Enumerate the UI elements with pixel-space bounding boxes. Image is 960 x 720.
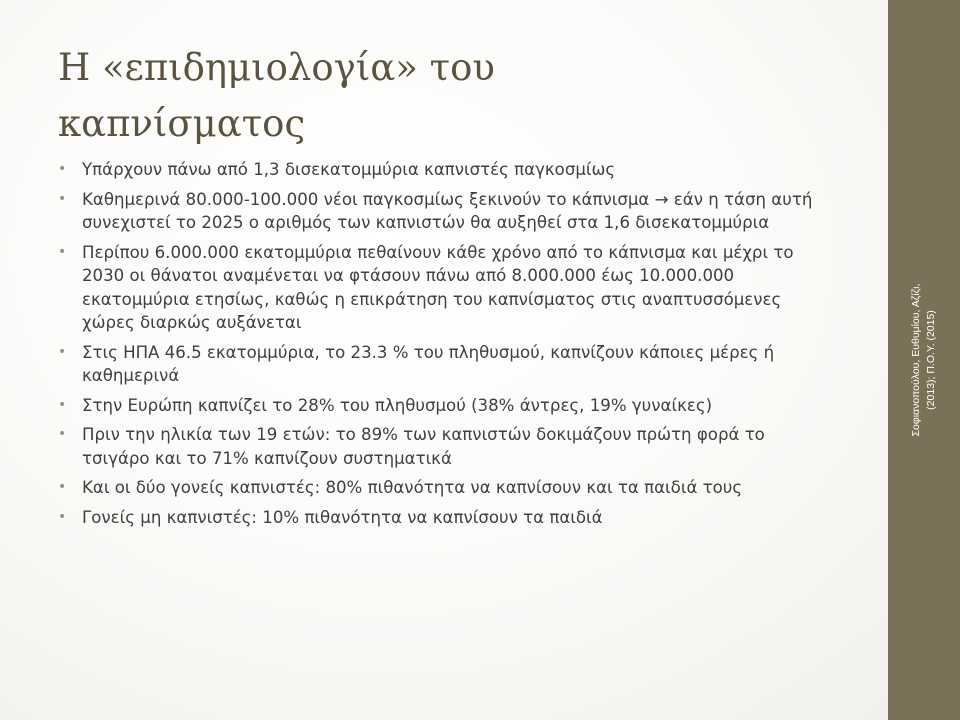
bullet-item — [58, 506, 828, 530]
bullet-text: Περίπου 6.000.000 εκατομμύρια πεθαίνουν κάθε χρόνο από το κάπνισμα και μέχρι το 2030 οι θάνατοι αναμένεται να φτάσουν πάνω από 8.000.000 έως 10.000.000 εκατομμύρια ετησίως, καθώς η επικράτηση του καπνίσματος στις αναπτυσσόμενες χώρες διαρκώς αυξάνεται — [82, 242, 794, 332]
bullet-dot-icon: • — [58, 243, 67, 260]
bullet-list — [58, 158, 828, 535]
bullet-dot-icon: • — [58, 396, 67, 413]
bullet-text: Στις ΗΠΑ 46.5 εκατομμύρια, το 23.3 % του πληθυσμού, καπνίζουν κάποιες μέρες ή καθημερινά — [82, 342, 775, 385]
side-band — [888, 0, 960, 720]
bullet-dot-icon: • — [58, 508, 67, 525]
slide-title: Η «επιδημιολογία» του καπνίσματος — [58, 46, 495, 145]
bullet-dot-icon: • — [58, 426, 67, 442]
bullet-item — [58, 394, 828, 418]
bullet-item — [58, 241, 828, 335]
bullet-text: Γονείς μη καπνιστές: 10% πιθανότητα να καπνίσουν τα παιδιά — [82, 507, 603, 527]
side-citation: Σοφιανοπούλου, Ευθυμίου, Αζίζι, (2013); Π.Ο.Υ. (2015) — [910, 283, 937, 437]
bullet-dot-icon: • — [58, 343, 67, 360]
bullet-item — [58, 158, 828, 182]
bullet-text: Πριν την ηλικία των 19 ετών: το 89% των καπνιστών δοκιμάζουν πρώτη φορά το τσιγάρο και το 71% καπνίζουν συστηματικά — [82, 425, 765, 468]
bullet-dot-icon: • — [58, 161, 67, 177]
bullet-dot-icon: • — [58, 479, 67, 495]
bullet-item — [58, 341, 828, 388]
bullet-item — [58, 188, 828, 235]
bullet-text: Υπάρχουν πάνω από 1,3 δισεκατομμύρια καπνιστές παγκοσμίως — [82, 160, 616, 179]
bullet-text: Καθημερινά 80.000-100.000 νέοι παγκοσμίως ξεκινούν το κάπνισμα → εάν η τάση αυτή συνεχιστεί το 2025 ο αριθμός των καπνιστών θα αυξηθεί στα 1,6 δισεκατομμύρια — [82, 189, 813, 232]
bullet-text: Στην Ευρώπη καπνίζει το 28% του πληθυσμού (38% άντρες, 19% γυναίκες) — [82, 395, 713, 415]
bullet-item — [58, 476, 828, 500]
bullet-text: Και οι δύο γονείς καπνιστές: 80% πιθανότητα να καπνίσουν και τα παιδιά τους — [82, 478, 743, 497]
bullet-item — [58, 423, 828, 470]
bullet-dot-icon: • — [58, 190, 67, 207]
